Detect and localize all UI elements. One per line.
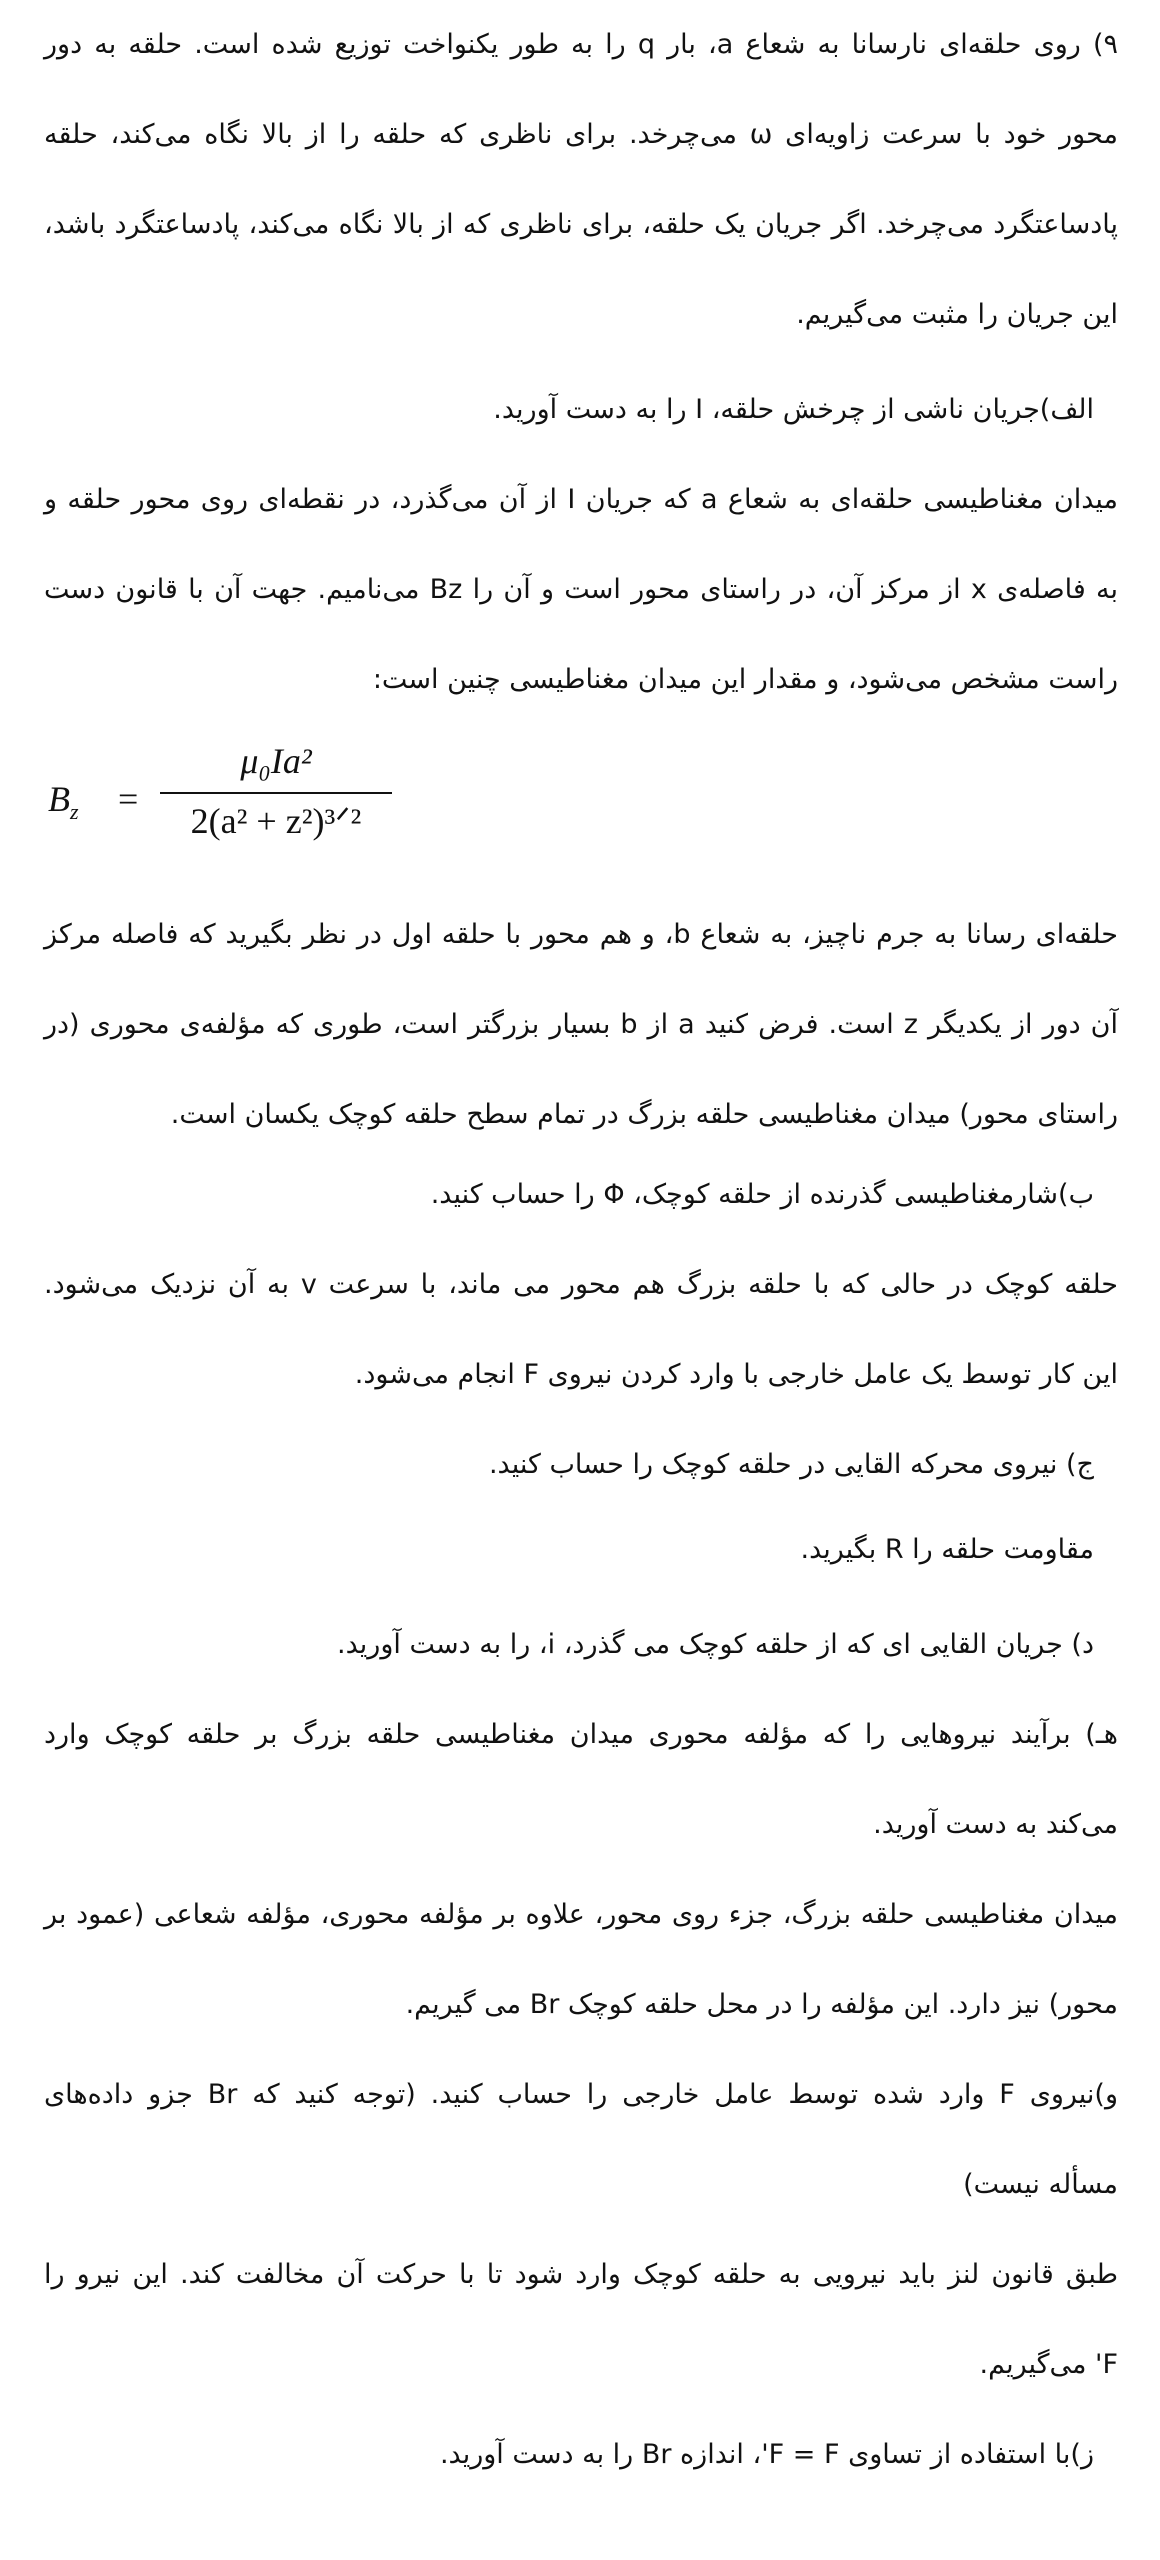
formula-equals: = <box>118 779 139 819</box>
part-f-line-2: مسأله نیست) <box>963 2169 1118 2200</box>
formula-lhs-subscript: z <box>70 799 79 825</box>
radial-line-2: محور) نیز دارد. این مؤلفه را در محل حلقه کوچک Br می گیریم. <box>405 1989 1118 2020</box>
resistance-note <box>44 1505 1094 1595</box>
part-a-text: الف)جریان ناشی از چرخش حلقه، I را به دست آورید. <box>493 394 1094 425</box>
motion-line-1: حلقه کوچک در حالی که با حلقه بزرگ هم محور می ماند، با سرعت v به آن نزدیک می‌شود. <box>44 1269 1118 1300</box>
field-line-3: راست مشخص می‌شود، و مقدار این میدان مغناطیسی چنین است: <box>372 664 1118 695</box>
lenz-paragraph <box>44 2230 1118 2410</box>
radial-paragraph <box>44 1870 1118 2050</box>
intro-line-4: این جریان را مثبت می‌گیریم. <box>796 299 1118 330</box>
part-e-line-1: هـ) برآیند نیروهایی را که مؤلفه محوری میدان مغناطیسی حلقه بزرگ بر حلقه کوچک وارد <box>44 1719 1118 1750</box>
part-g-text: ز)با استفاده از تساوی F = F'، اندازه Br را به دست آورید. <box>439 2439 1094 2470</box>
intro-line-3: پادساعتگرد می‌چرخد. اگر جریان یک حلقه، برای ناظری که از بالا نگاه می‌کند، پادساعتگرد باشد، <box>44 209 1118 240</box>
field-paragraph <box>44 455 1118 725</box>
lenz-line-2: F' می‌گیریم. <box>979 2349 1118 2380</box>
formula-lhs <box>48 778 79 825</box>
part-a <box>44 365 1094 455</box>
small-ring-line-1: حلقه‌ای رسانا به جرم ناچیز، به شعاع b، و هم محور با حلقه اول در نظر بگیرید که فاصله مرکز <box>44 919 1118 950</box>
part-e-line-2: می‌کند به دست آورید. <box>873 1809 1118 1840</box>
intro-line-2: محور خود با سرعت زاویه‌ای ω می‌چرخد. برای ناظری که حلقه را از بالا نگاه می‌کند، حلقه <box>44 119 1118 150</box>
small-ring-paragraph <box>44 890 1118 1160</box>
lenz-line-1: طبق قانون لنز باید نیرویی به حلقه کوچک وارد شود تا با حرکت آن مخالفت کند. این نیرو را <box>44 2259 1118 2290</box>
small-ring-line-2: آن دور از یکدیگر z است. فرض کنید a از b بسیار بزرگتر است، طوری که مؤلفه‌ی محوری (در <box>44 1009 1118 1040</box>
part-b-text: ب)شارمغناطیسی گذرنده از حلقه کوچک، Φ را حساب کنید. <box>430 1179 1094 1210</box>
part-c <box>44 1420 1094 1510</box>
part-g <box>44 2410 1094 2500</box>
part-c-text: ج) نیروی محرکه القایی در حلقه کوچک را حساب کنید. <box>488 1449 1094 1480</box>
part-f-line-1: و)نیروی F وارد شده توسط عامل خارجی را حساب کنید. (توجه کنید که Br جزو داده‌های <box>44 2079 1119 2110</box>
field-line-1: میدان مغناطیسی حلقه‌ای به شعاع a که جریان I از آن می‌گذرد، در نقطه‌ای روی محور حلقه و <box>44 484 1118 515</box>
part-d-text: د) جریان القایی ای که از حلقه کوچک می گذرد، i، را به دست آورید. <box>337 1629 1094 1660</box>
part-f <box>44 2050 1118 2230</box>
field-line-2: به فاصله‌ی x از مرکز آن، در راستای محور است و آن را Bz می‌نامیم. جهت آن با قانون دست <box>44 574 1118 605</box>
field-formula <box>48 740 568 860</box>
radial-line-1: میدان مغناطیسی حلقه بزرگ، جزء روی محور، علاوه بر مؤلفه محوری، مؤلفه شعاعی (عمود بر <box>44 1899 1118 1930</box>
formula-numerator: μ₀Ia² <box>240 741 312 781</box>
small-ring-line-3: راستای محور) میدان مغناطیسی حلقه بزرگ در تمام سطح حلقه کوچک یکسان است. <box>170 1099 1118 1130</box>
part-b <box>44 1150 1094 1240</box>
formula-lhs-symbol: B <box>48 779 70 819</box>
motion-line-2: این کار توسط یک عامل خارجی با وارد کردن نیروی F انجام می‌شود. <box>354 1359 1118 1390</box>
motion-paragraph <box>44 1240 1118 1420</box>
formula-fraction <box>156 740 396 852</box>
intro-paragraph <box>44 0 1118 360</box>
part-e <box>44 1690 1118 1870</box>
part-d <box>44 1600 1094 1690</box>
formula-denominator: 2(a² + z²)³ᐟ² <box>190 801 362 841</box>
intro-line-1: ۹) روی حلقه‌ای نارسانا به شعاع a، بار q را به طور یکنواخت توزیع شده است. حلقه به دور <box>44 29 1118 60</box>
resistance-text: مقاومت حلقه را R بگیرید. <box>800 1534 1094 1565</box>
